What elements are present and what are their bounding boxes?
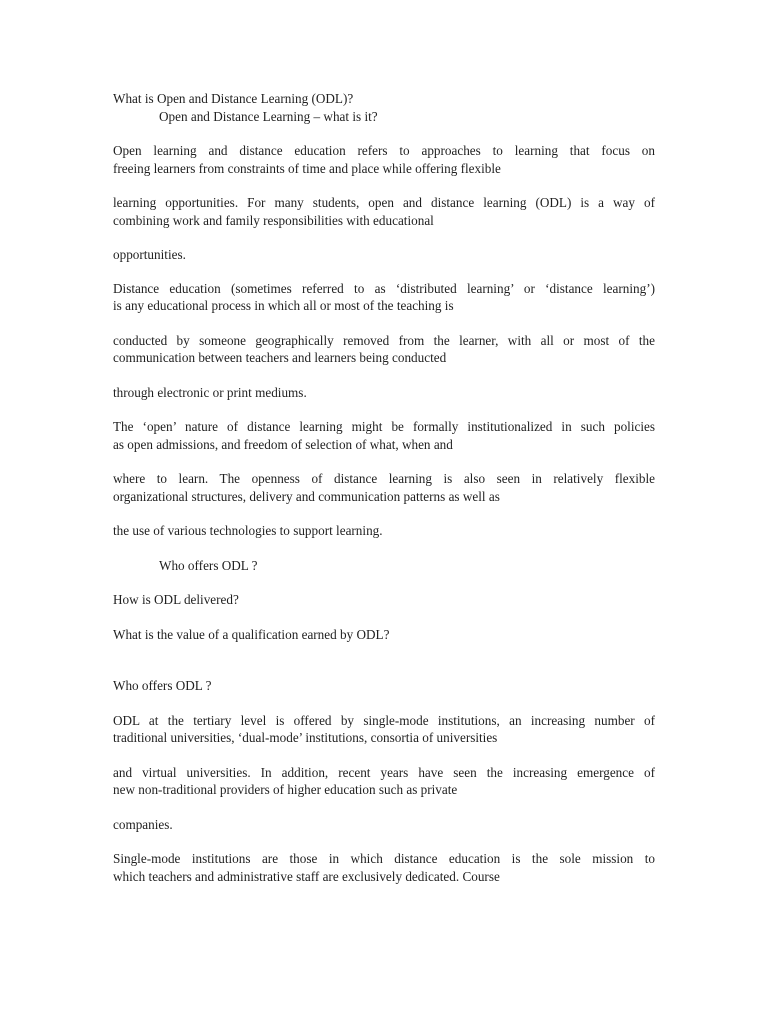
paragraph-line: The ‘open’ nature of distance learning might be formally institutionalized in such policies <box>113 419 655 434</box>
paragraph-line: combining work and family responsibilities with educational <box>113 212 434 228</box>
paragraph-1 <box>113 142 655 177</box>
paragraph-9: the use of various technologies to support learning. <box>113 523 383 538</box>
paragraph-line: is any educational process in which all or most of the teaching is <box>113 298 454 313</box>
paragraph-line: learning opportunities. For many students, open and distance learning (ODL) is a way of <box>113 195 655 210</box>
paragraph-line: communication between teachers and learners being conducted <box>113 350 447 365</box>
toc-item: Who offers ODL ? <box>159 557 258 573</box>
paragraph-line: freeing learners from constraints of time and place while offering flexible <box>113 160 501 176</box>
document-page <box>113 88 655 885</box>
paragraph-line: which teachers and administrative staff are exclusively dedicated. Course <box>113 868 500 884</box>
paragraph-line: new non-traditional providers of higher education such as private <box>113 782 458 797</box>
paragraph-4 <box>113 280 655 315</box>
document-title: What is Open and Distance Learning (ODL)? <box>113 91 354 106</box>
paragraph-12: companies. <box>113 816 173 832</box>
paragraph-13 <box>113 850 655 885</box>
toc-item: How is ODL delivered? <box>113 592 239 607</box>
paragraph-line: and virtual universities. In addition, recent years have seen the increasing emergence of <box>113 764 655 780</box>
paragraph-line: as open admissions, and freedom of selection of what, when and <box>113 436 453 452</box>
paragraph-line: ODL at the tertiary level is offered by single-mode institutions, an increasing number of <box>113 712 655 728</box>
paragraph-11 <box>113 764 655 799</box>
paragraph-8 <box>113 470 655 505</box>
toc-item: What is the value of a qualification earned by ODL? <box>113 626 390 642</box>
paragraph-7 <box>113 418 655 453</box>
section-heading: Who offers ODL ? <box>113 678 212 693</box>
paragraph-line: where to learn. The openness of distance learning is also seen in relatively flexible <box>113 471 655 486</box>
document-subtitle: Open and Distance Learning – what is it? <box>159 108 378 124</box>
paragraph-6: through electronic or print mediums. <box>113 384 307 400</box>
paragraph-line: Open learning and distance education refers to approaches to learning that focus on <box>113 143 655 158</box>
paragraph-line: conducted by someone geographically removed from the learner, with all or most of the <box>113 332 655 348</box>
paragraph-line: organizational structures, delivery and communication patterns as well as <box>113 488 500 504</box>
paragraph-line: traditional universities, ‘dual-mode’ institutions, consortia of universities <box>113 730 498 745</box>
paragraph-10 <box>113 712 655 747</box>
paragraph-line: Distance education (sometimes referred to as ‘distributed learning’ or ‘distance learning’) <box>113 280 655 296</box>
paragraph-3: opportunities. <box>113 247 186 262</box>
paragraph-line: Single-mode institutions are those in which distance education is the sole mission to <box>113 851 655 866</box>
paragraph-2 <box>113 194 655 229</box>
paragraph-5 <box>113 332 655 367</box>
